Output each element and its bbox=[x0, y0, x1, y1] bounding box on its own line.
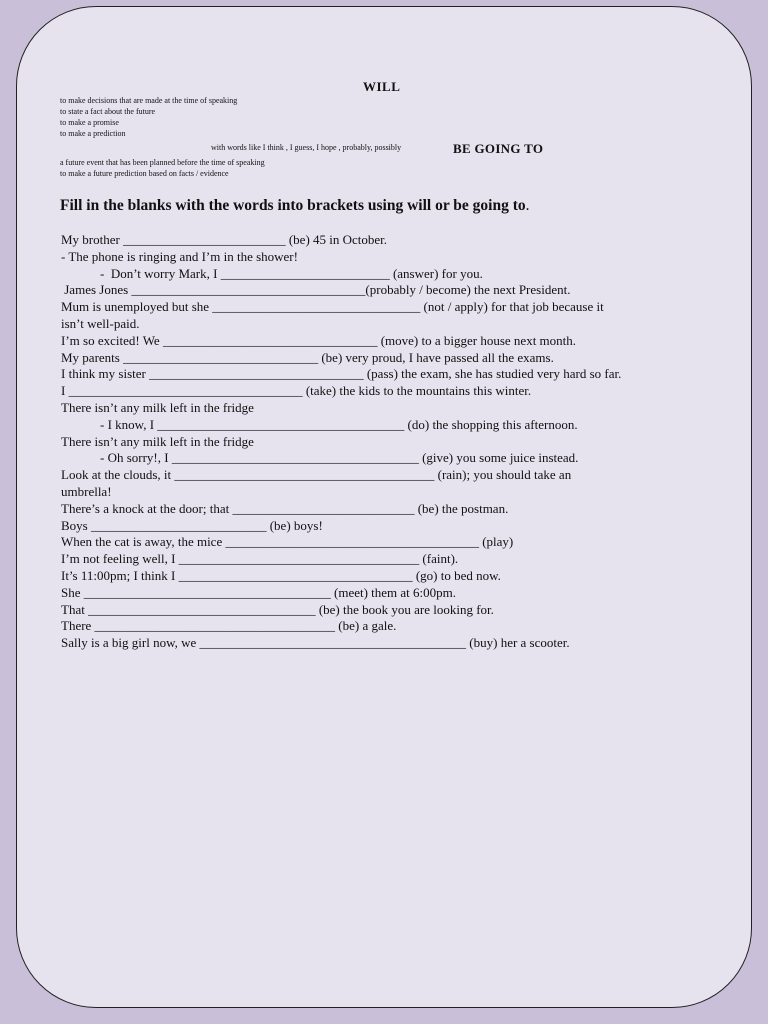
instructions bbox=[60, 197, 530, 215]
exercise-line: My parents ______________________________ (be) very proud, I have passed all the exams. bbox=[61, 349, 554, 365]
exercise-line: I think my sister _________________________________ (pass) the exam, she has studied very hard so far. bbox=[61, 366, 622, 382]
exercise-line: I ____________________________________ (take) the kids to the mountains this winter. bbox=[61, 383, 532, 399]
be-going-to-uses-list bbox=[60, 157, 265, 179]
exercise-line: isn’t well-paid. bbox=[61, 315, 140, 331]
exercise-line: James Jones ____________________________________(probably / become) the next President. bbox=[61, 282, 571, 298]
will-uses-list bbox=[60, 95, 237, 139]
exercise-line: There isn’t any milk left in the fridge bbox=[61, 399, 254, 415]
exercise-line: I’m not feeling well, I _____________________________________ (faint). bbox=[61, 551, 459, 567]
will-use-item: to make a promise bbox=[60, 118, 119, 127]
instructions-text: Fill in the blanks with the words into brackets using will or be going to bbox=[60, 197, 526, 214]
exercise-line: There _____________________________________ (be) a gale. bbox=[61, 618, 397, 634]
exercise-line: It’s 11:00pm; I think I ____________________________________ (go) to bed now. bbox=[61, 567, 501, 583]
exercise-list bbox=[61, 232, 621, 652]
will-words-note: with words like I think , I guess, I hope , probably, possibly bbox=[211, 143, 402, 152]
will-use-item: to make a prediction bbox=[60, 129, 126, 138]
be-going-to-use-item: to make a future prediction based on facts / evidence bbox=[60, 169, 229, 178]
exercise-line: - Don’t worry Mark, I __________________________ (answer) for you. bbox=[61, 265, 483, 281]
be-going-to-use-item: a future event that has been planned before the time of speaking bbox=[60, 158, 265, 167]
be-going-to-heading: BE GOING TO bbox=[453, 141, 544, 156]
exercise-line: Sally is a big girl now, we _________________________________________ (buy) her a scooter. bbox=[61, 635, 570, 651]
exercise-line: - I know, I ______________________________________ (do) the shopping this afternoon. bbox=[61, 416, 578, 432]
exercise-line: My brother _________________________ (be) 45 in October. bbox=[61, 232, 388, 247]
exercise-line: umbrella! bbox=[61, 483, 112, 499]
instructions-period: . bbox=[525, 197, 530, 214]
exercise-line: There isn’t any milk left in the fridge bbox=[61, 433, 254, 449]
exercise-line: I’m so excited! We _________________________________ (move) to a bigger house next month. bbox=[61, 332, 577, 348]
will-use-item: to state a fact about the future bbox=[60, 107, 156, 116]
exercise-line: That ___________________________________ (be) the book you are looking for. bbox=[61, 601, 494, 617]
exercise-line: Mum is unemployed but she ________________________________ (not / apply) for that job because it bbox=[61, 299, 604, 315]
exercise-line: She ______________________________________ (meet) them at 6:00pm. bbox=[61, 584, 457, 600]
will-use-item: to make decisions that are made at the time of speaking bbox=[60, 96, 238, 105]
exercise-line: When the cat is away, the mice _______________________________________ (play) bbox=[61, 534, 514, 550]
exercise-line: Look at the clouds, it ________________________________________ (rain); you should take an bbox=[61, 467, 572, 483]
exercise-line: Boys ___________________________ (be) boys! bbox=[61, 517, 323, 533]
exercise-line: - Oh sorry!, I ______________________________________ (give) you some juice instead. bbox=[61, 450, 579, 466]
exercise-line: There’s a knock at the door; that ____________________________ (be) the postman. bbox=[61, 500, 509, 516]
will-heading: WILL bbox=[363, 79, 401, 94]
exercise-line: - The phone is ringing and I’m in the shower! bbox=[61, 248, 298, 264]
